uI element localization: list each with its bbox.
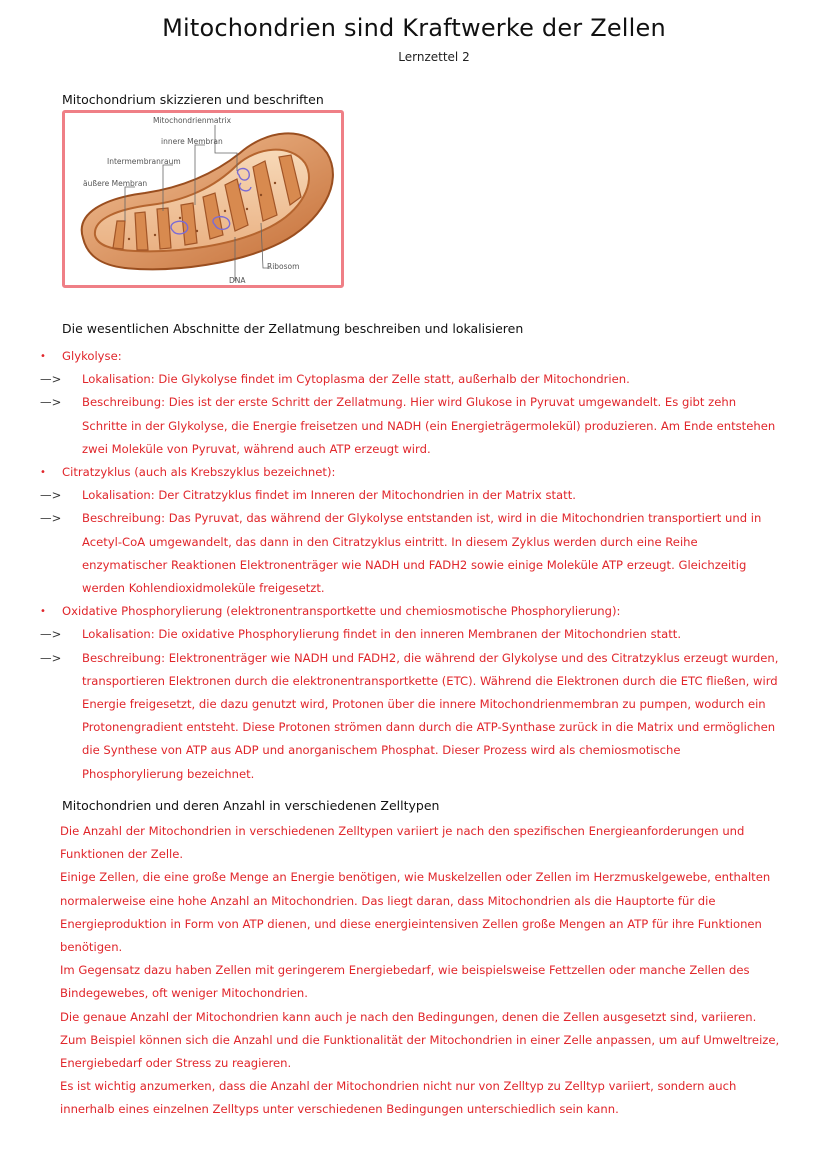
list-subitem [40, 368, 785, 391]
list-item-oxidative-phosphorylation [40, 600, 785, 623]
arrow-marker: —> [40, 511, 62, 526]
paragraph: Einige Zellen, die eine große Menge an Energie benötigen, wie Muskelzellen oder Zellen im Herzmuskelgewebe, enthalten normalerweise eine hohe Anzahl an Mitochondrien. Das liegt daran, dass Mitochondrien als die Hauptorte für die Energieproduktion in Form von ATP dienen, und diese energieintensiven Zellen große Mengen an ATP für ihre Funktionen benötigen. [60, 870, 771, 955]
list-subitem [40, 623, 785, 646]
paragraph: Die Anzahl der Mitochondrien in verschiedenen Zelltypen variiert je nach den spezifischen Energieanforderungen und Funktionen der Zelle. [60, 824, 745, 862]
list-subitem [40, 391, 785, 461]
arrow-marker: —> [40, 488, 62, 503]
list-item-citrate-cycle [40, 461, 785, 484]
respiration-heading: Die wesentlichen Abschnitte der Zellatmung beschreiben und lokalisieren [62, 321, 524, 336]
item-title: Oxidative Phosphorylierung (elektronentransportkette und chemiosmotische Phosphorylierung): [62, 604, 621, 619]
label-dna: DNA [229, 276, 246, 285]
subitem-text: Lokalisation: Der Citratzyklus findet im Inneren der Mitochondrien in der Matrix statt. [82, 488, 576, 503]
figure-heading: Mitochondrium skizzieren und beschriften [62, 92, 324, 107]
mito-count-body [60, 820, 782, 1122]
respiration-list [40, 345, 785, 786]
label-inner-membrane: innere Membran [161, 137, 223, 146]
arrow-marker: —> [40, 650, 62, 665]
paragraph: Es ist wichtig anzumerken, dass die Anzahl der Mitochondrien nicht nur von Zelltyp zu Zelltyp variiert, sondern auch innerhalb eines einzelnen Zelltyps unter verschiedenen Bedingungen unterschiedlich sein kann. [60, 1079, 737, 1117]
subitem-text: Beschreibung: Dies ist der erste Schritt der Zellatmung. Hier wird Glukose in Pyruvat umgewandelt. Es gibt zehn Schritte in der Glykolyse, die Energie freisetzen und NADH (ein Energieträgermolekül) produzieren. Am Ende entstehen zwei Moleküle von Pyruvat, während auch ATP erzeugt wird. [82, 395, 776, 456]
bullet-marker: • [40, 606, 46, 618]
label-outer-membrane: äußere Membran [83, 179, 148, 188]
arrow-marker: —> [40, 627, 62, 642]
item-title: Citratzyklus (auch als Krebszyklus bezeichnet): [62, 465, 336, 480]
subitem-text: Beschreibung: Das Pyruvat, das während der Glykolyse entstanden ist, wird in die Mitochondrien transportiert und in Acetyl-CoA umgewandelt, das dann in den Citratzyklus eintritt. In diesem Zyklus werden durch eine Reihe enzymatischer Reaktionen Elektronenträger wie NADH und FADH2 sowie einige Moleküle ATP erzeugt. Gleichzeitig werden Kohlendioxidmoleküle freigesetzt. [82, 511, 762, 596]
mitochondrion-figure [62, 110, 344, 288]
list-subitem [40, 647, 785, 786]
mito-count-heading: Mitochondrien und deren Anzahl in verschiedenen Zelltypen [62, 798, 440, 813]
subitem-text: Beschreibung: Elektronenträger wie NADH und FADH2, die während der Glykolyse und des Citratzyklus erzeugt wurden, transportieren Elektronen durch die elektronentransportkette (ETC). Während die Elektronen durch die ETC fließen, wird Energie freigesetzt, die dazu genutzt wird, Protonen über die innere Mitochondrienmembran zu pumpen, wodurch ein Protonengradient entsteht. Diese Protonen strömen dann durch die ATP-Synthase zurück in die Matrix und ermöglichen die Synthese von ATP aus ADP und anorganischem Phosphat. Dieser Prozess wird als chemiosmotische Phosphorylierung bezeichnet. [82, 650, 779, 781]
list-subitem [40, 507, 785, 600]
subitem-text: Lokalisation: Die Glykolyse findet im Cytoplasma der Zelle statt, außerhalb der Mitochondrien. [82, 372, 630, 387]
arrow-marker: —> [40, 395, 62, 410]
list-item-glycolysis [40, 345, 785, 368]
bullet-marker: • [40, 351, 46, 362]
paragraph: Die genaue Anzahl der Mitochondrien kann auch je nach den Bedingungen, denen die Zellen ausgesetzt sind, variieren. Zum Beispiel können sich die Anzahl und die Funktionalität der Mitochondrien in einer Zelle anpassen, um auf Umweltreize, Energiebedarf oder Stress zu reagieren. [60, 1009, 780, 1071]
label-ribosome: Ribosom [267, 262, 300, 271]
paragraph: Im Gegensatz dazu haben Zellen mit geringerem Energiebedarf, wie beispielsweise Fettzellen oder manche Zellen des Bindegewebes, oft weniger Mitochondrien. [60, 963, 750, 1001]
mitochondrion-illustration [65, 113, 341, 285]
label-intermembrane: Intermembranraum [107, 157, 181, 166]
page-title: Mitochondrien sind Kraftwerke der Zellen [162, 14, 666, 42]
page-subtitle: Lernzettel 2 [398, 50, 470, 64]
subitem-text: Lokalisation: Die oxidative Phosphorylierung findet in den inneren Membranen der Mitochondrien statt. [82, 627, 682, 642]
arrow-marker: —> [40, 372, 62, 387]
list-subitem [40, 484, 785, 507]
bullet-marker: • [40, 467, 46, 479]
label-matrix: Mitochondrienmatrix [153, 116, 232, 125]
item-title: Glykolyse: [62, 349, 122, 363]
